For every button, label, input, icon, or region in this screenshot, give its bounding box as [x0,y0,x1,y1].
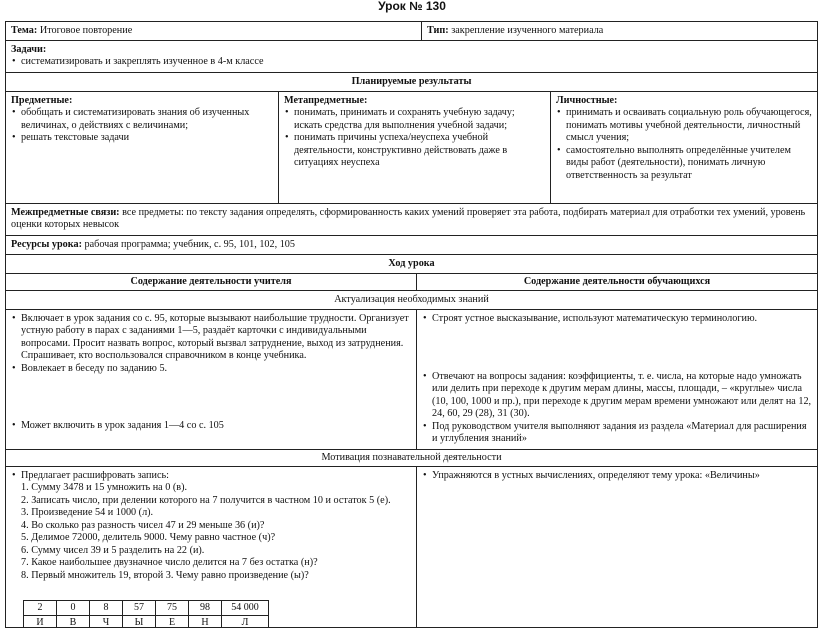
meta-item: • понимать причины успеха/неуспеха учебной деятельности, конструктивно действовать даже в ситуациях неуспеха [284,132,545,169]
planned-title-row [6,72,817,91]
links-value: все предметы: по тексту задания определять, сформированность каких умений проверяет эта работа, подбирать материал для отработки тех умений, уровень оценки которых невысок [11,207,806,231]
stage2-task: 6. Сумму чисел 39 и 5 разделить на 22 (и). [21,544,205,556]
stage2-task: 8. Первый множитель 19, второй 3. Чему равно произведение (ы)? [21,569,309,581]
subject-cell [6,92,278,203]
stage2-task: 3. Произведение 54 и 1000 (л). [21,507,154,519]
cipher-letter: Е [156,616,189,628]
stage2-task: 7. Какое наибольшее двузначное число делится на 7 без остатка (н)? [21,557,318,569]
planned-title: Планируемые результаты [351,76,472,87]
stage1-teacher-item: • Вовлекает в беседу по заданию 5. [11,363,411,375]
cipher-letter: Л [222,616,269,628]
topic-cell [6,22,421,40]
meta-label: Метапредметные: [284,95,368,106]
type-cell [422,22,817,40]
subject-item: • обобщать и систематизировать знания об изученных величинах, о действиях с величинами; [11,107,273,132]
stage1-students-item: • Отвечают на вопросы задания: коэффициенты, т. е. числа, на которые надо умножать или делить при переходе к другим мерам длины, массы, площади, – «круглые» числа (10, 100, 1000 и пр.), при переходе к другим мерам времени умножают или делят на 12, 24, 60, 29 (28), 31 (30). [422,371,812,421]
resources-value: рабочая программа; учебник, с. 95, 101, 102, 105 [84,239,295,250]
stage1-content-row [6,309,817,449]
cipher-letter: Ч [90,616,123,628]
resources-row [6,235,817,254]
stage2-task: 1. Сумму 3478 и 15 умножить на 0 (в). [21,482,188,494]
cipher-number: 57 [123,601,156,616]
course-title: Ход урока [388,258,435,269]
columns-header-row [6,273,817,290]
stage2-task: 2. Записать число, при делении которого на 7 получится в частном 10 и остаток 5 (е). [21,494,391,506]
personal-item: • самостоятельно выполнять определённые учителем виды работ (деятельности), понимать личную ответственность за результат [556,145,812,182]
tasks-label: Задачи: [11,44,47,55]
cipher-letter: Ы [123,616,156,628]
meta-cell [279,92,550,203]
stage2-students-item: • Упражняются в устных вычислениях, определяют тему урока: «Величины» [422,470,812,482]
cipher-number: 8 [90,601,123,616]
stage1-title: Актуализация необходимых знаний [334,294,489,305]
cipher-letter: И [24,616,57,628]
stage2-title-row [6,449,817,466]
links-row [6,203,817,235]
planned-results-row [6,91,817,203]
stage1-teacher-item: • Включает в урок задания со с. 95, которые вызывают наибольшие трудности. Организует устную работу в парах с заданиями 1—5, раздаёт карточки с индивидуальными вопросами. Просит назвать вопрос, который вызвал затруднение, выход из затруднения. Спрашивает, кто воспользовался справочником в конце учебника. [11,313,411,363]
stage1-students-item: • Строят устное высказывание, используют математическую терминологию. [422,313,812,325]
stage1-teacher-item: • Может включить в урок задания 1—4 со с. 105 [11,420,411,432]
cipher-number: 54 000 [222,601,269,616]
tasks-row [6,40,817,72]
cipher-number: 2 [24,601,57,616]
cipher-numbers-row [24,601,269,616]
stage1-teacher-cell [6,310,416,449]
personal-label: Личностные: [556,95,618,106]
subject-label: Предметные: [11,95,73,106]
subject-item: • решать текстовые задачи [11,132,273,144]
personal-item: • принимать и осваивать социальную роль обучающегося, понимать мотивы учебной деятельности, личностный смысл учения; [556,107,812,144]
stage2-students-cell [417,467,817,627]
type-label: Тип: [427,25,449,36]
type-value: закрепление изученного материала [451,25,604,36]
stage1-title-row [6,290,817,309]
students-column-header: Содержание деятельности обучающихся [523,276,711,287]
cipher-letter: В [57,616,90,628]
topic-value: Итоговое повторение [39,25,133,36]
tasks-item: • систематизировать и закреплять изученное в 4-м классе [11,56,812,68]
topic-label: Тема: [11,25,38,36]
cipher-letter: Н [189,616,222,628]
cipher-number: 75 [156,601,189,616]
stage2-title: Мотивация познавательной деятельности [321,452,502,463]
course-title-row [6,254,817,273]
personal-cell [551,92,817,203]
topic-row [6,22,817,40]
cipher-letters-row [24,616,269,628]
stage1-students-item: • Под руководством учителя выполняют задания из раздела «Материал для расширения и углубления знаний» [422,421,812,446]
stage2-task: 4. Во сколько раз разность чисел 47 и 29 меньше 36 (и)? [21,519,265,531]
cipher-table [23,600,269,627]
teacher-column-header: Содержание деятельности учителя [130,276,292,287]
stage2-teacher-intro: • Предлагает расшифровать запись: [11,470,411,482]
cipher-number: 98 [189,601,222,616]
cipher-number: 0 [57,601,90,616]
links-label: Межпредметные связи: [11,207,120,218]
meta-item: • понимать, принимать и сохранять учебную задачу; искать средства для выполнения учебной задачи; [284,107,545,132]
stage2-content-row [6,466,817,627]
stage2-teacher-cell [6,467,416,627]
lesson-number: Урок № 130 [378,0,446,13]
resources-label: Ресурсы урока: [11,239,82,250]
stage2-task: 5. Делимое 72000, делитель 9000. Чему равно частное (ч)? [21,532,276,544]
stage1-students-cell [417,310,817,449]
lesson-plan-table [5,21,818,628]
